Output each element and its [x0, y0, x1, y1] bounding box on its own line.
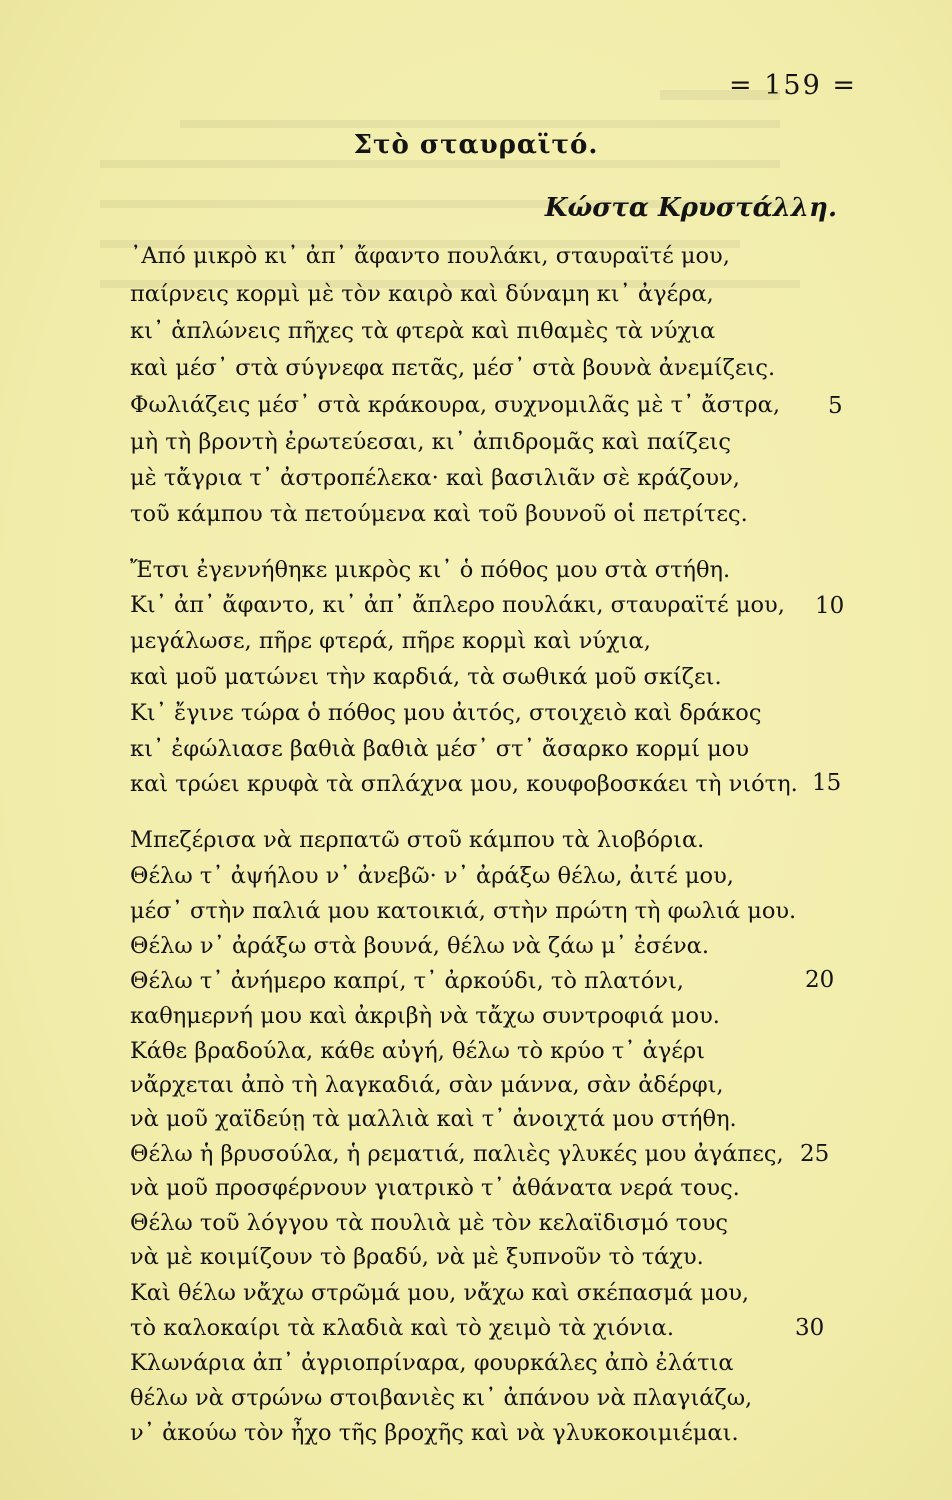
- poem-line: καὶ τρώει κρυφὰ τὰ σπλάχνα μου, κουφοβοσκάει τὴ νιότη.: [130, 771, 798, 797]
- poem-line: Θέλω τ᾿ ἀψήλου ν᾿ ἀνεβῶ· ν᾿ ἀράξω θέλω, ἀιτέ μου,: [130, 863, 734, 889]
- poem-line: Θέλω ἡ βρυσούλα, ἡ ρεματιά, παλιὲς γλυκές μου ἀγάπες,: [130, 1141, 784, 1167]
- poem-line: Καὶ θέλω νἄχω στρῶμά μου, νἄχω καὶ σκέπασμά μου,: [130, 1280, 750, 1306]
- poem-line: μεγάλωσε, πῆρε φτερά, πῆρε κορμὶ καὶ νύχια,: [130, 628, 651, 654]
- poem-line: κι᾿ ἁπλώνεις πῆχες τὰ φτερὰ καὶ πιθαμὲς τὰ νύχια: [130, 318, 716, 344]
- poem-line: Θέλω ν᾿ ἀράξω στὰ βουνά, θέλω νὰ ζάω μ᾿ ἐσένα.: [130, 933, 710, 959]
- poem-line: μὲ τἄγρια τ᾿ ἀστροπέλεκα· καὶ βασιλιᾶν σὲ κράζουν,: [130, 465, 740, 491]
- poem-line: Θέλω τ᾿ ἀνήμερο καπρί, τ᾿ ἀρκούδι, τὸ πλατόνι,: [130, 968, 684, 994]
- page-number: = 159 =: [729, 70, 857, 101]
- poem-line: Κλωνάρια ἀπ᾿ ἀγριοπρίναρα, φουρκάλες ἀπὸ ἐλάτια: [130, 1350, 734, 1376]
- poem-line: Μπεζέρισα νὰ περπατῶ στοῦ κάμπου τὰ λιοβόρια.: [130, 827, 705, 853]
- poem-line: Φωλιάζεις μέσ᾿ στὰ κράκουρα, συχνομιλᾶς μὲ τ᾿ ἄστρα,: [130, 392, 781, 418]
- poem-line: ᾿Από μικρὸ κι᾿ ἀπ᾿ ἄφαντο πουλάκι, σταυραϊτέ μου,: [130, 243, 730, 269]
- poem-line: νὰ μὲ κοιμίζουν τὸ βραδύ, νὰ μὲ ξυπνοῦν τὸ τάχυ.: [130, 1244, 704, 1270]
- line-number: 15: [812, 770, 842, 796]
- poem-line: τὸ καλοκαίρι τὰ κλαδιὰ καὶ τὸ χειμὸ τὰ χιόνια.: [130, 1315, 674, 1341]
- poem-line: νἄρχεται ἀπὸ τὴ λαγκαδιά, σὰν μάννα, σὰν ἀδέρφι,: [130, 1072, 724, 1098]
- poem-line: παίρνεις κορμὶ μὲ τὸν καιρὸ καὶ δύναμη κι᾿ ἀγέρα,: [130, 281, 714, 307]
- poem-line: Κι᾿ ἔγινε τώρα ὁ πόθος μου ἀιτός, στοιχειὸ καὶ δράκος: [130, 700, 762, 726]
- poem-line: νὰ μοῦ χαϊδεύῃ τὰ μαλλιὰ καὶ τ᾿ ἀνοιχτά μου στήθη.: [130, 1106, 737, 1132]
- poem-line: Ἔτσι ἐγεννήθηκε μικρὸς κι᾿ ὁ πόθος μου στὰ στήθη.: [130, 557, 731, 583]
- poem-line: καθημερνή μου καὶ ἀκριβὴ νὰ τἄχω συντροφιά μου.: [130, 1003, 720, 1029]
- line-number: 10: [815, 593, 845, 619]
- poem-line: ν᾿ ἀκούω τὸν ἦχο τῆς βροχῆς καὶ νὰ γλυκοκοιμιέμαι.: [130, 1420, 739, 1446]
- poem-line: νὰ μοῦ προσφέρνουν γιατρικὸ τ᾿ ἀθάνατα νερά τους.: [130, 1175, 740, 1201]
- poem-line: Κάθε βραδούλα, κάθε αὐγή, θέλω τὸ κρύο τ᾿ ἀγέρι: [130, 1038, 706, 1064]
- poem-title: Στὸ σταυραϊτό.: [353, 130, 599, 160]
- line-number: 5: [828, 393, 843, 419]
- poem-line: καὶ μοῦ ματώνει τὴν καρδιά, τὰ σωθικά μοῦ σκίζει.: [130, 664, 722, 690]
- poem-line: καὶ μέσ᾿ στὰ σύγνεφα πετᾶς, μέσ᾿ στὰ βουνὰ ἀνεμίζεις.: [130, 355, 776, 381]
- poem-line: κι᾿ ἐφώλιασε βαθιὰ βαθιὰ μέσ᾿ στ᾿ ἄσαρκο κορμί μου: [130, 736, 750, 762]
- poem-line: θέλω νὰ στρώνω στοιβανιὲς κι᾿ ἀπάνου νὰ πλαγιάζω,: [130, 1385, 753, 1411]
- poem-line: Κι᾿ ἀπ᾿ ἄφαντο, κι᾿ ἀπ᾿ ἄπλερο πουλάκι, σταυραϊτέ μου,: [130, 592, 785, 618]
- line-number: 25: [800, 1141, 830, 1167]
- line-number: 30: [795, 1315, 825, 1341]
- poem-author: Κώστα Κρυστάλλη.: [544, 193, 837, 223]
- poem-line: τοῦ κάμπου τὰ πετούμενα καὶ τοῦ βουνοῦ οἱ πετρίτες.: [130, 501, 748, 527]
- poem-line: μὴ τὴ βροντὴ ἐρωτεύεσαι, κι᾿ ἀπιδρομᾶς καὶ παίζεις: [130, 429, 731, 455]
- line-number: 20: [805, 967, 835, 993]
- poem-line: Θέλω τοῦ λόγγου τὰ πουλιὰ μὲ τὸν κελαϊδισμό τους: [130, 1210, 728, 1236]
- poem-line: μέσ᾿ στὴν παλιά μου κατοικιά, στὴν πρώτη τὴ φωλιά μου.: [130, 898, 797, 924]
